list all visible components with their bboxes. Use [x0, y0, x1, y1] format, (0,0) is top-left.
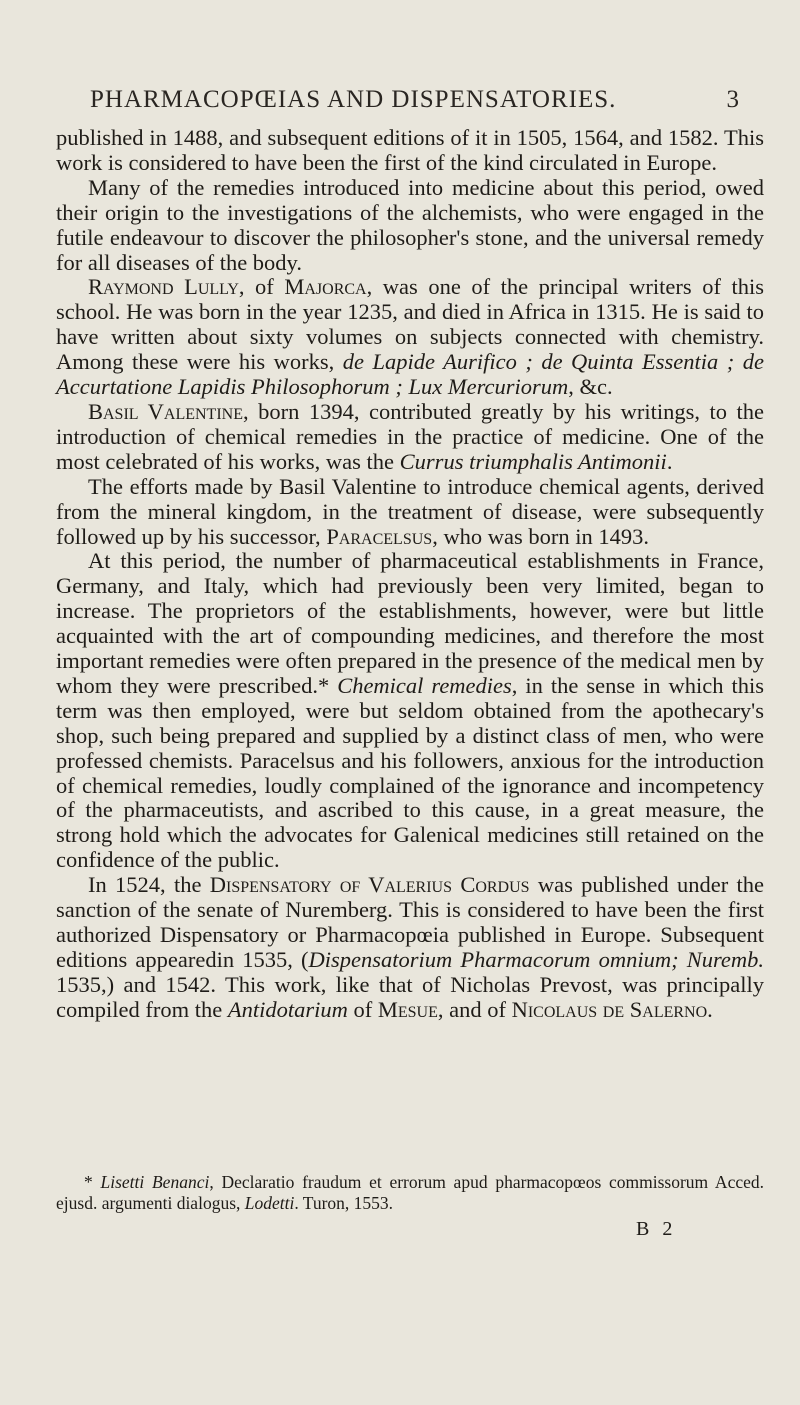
work-title-italic: Antidotarium	[227, 996, 348, 1022]
paragraph-5: The efforts made by Basil Valentine to introduce chemical agents, derived from the mineral kingdom, in the treatment of disease, were subsequently followed up by his successor, Paracelsus, who was born in 1493.	[56, 473, 764, 549]
person-name: Raymond Lully	[88, 274, 239, 300]
paragraph-3: Raymond Lully, of Majorca, was one of the principal writers of this school. He was born in the year 1235, and died in Africa in 1315. He is said to have written about sixty volumes on subjects connected with chemistry. Among these were his works, de Lapide Aurifico ; de Quinta Essentia ; de Accurtatione Lapidis Philosophorum ; Lux Mercuriorum, &c.	[56, 274, 765, 400]
footnote-author: Lodetti	[244, 1193, 295, 1213]
place-name: Majorca	[284, 274, 367, 300]
signature-mark: B 2	[636, 1218, 677, 1240]
paragraph-6: At this period, the number of pharmaceutical establishments in France, Germany, and Italy, which had previously been very limited, began to increase. The proprietors of the establishments, however, were but little acquainted with the art of compounding medicines, and therefore the most important remedies were often prepared in the presence of the medical men by whom they were prescribed.* Chemical remedies, in the sense in which this term was then employed, were but seldom obtained from the apothecary's shop, such being prepared and supplied by a distinct class of men, who were professed chemists. Paracelsus and his followers, anxious for the introduction of chemical remedies, loudly complained of the ignorance and incompetency of the pharmaceutists, and ascribed to this cause, in a great measure, the strong hold which the advocates for Galenical medicines still retained on the confidence of the public.	[56, 548, 764, 873]
page-number: 3	[726, 86, 740, 113]
running-title: PHARMACOPŒIAS AND DISPENSATORIES.	[90, 86, 617, 113]
paragraph-1: published in 1488, and subsequent editions of it in 1505, 1564, and 1582. This work is considered to have been the first of the kind circulated in Europe.	[56, 125, 764, 175]
footnote: * Lisetti Benanci, Declaratio fraudum et errorum apud pharmacopœos commissorum Acced. ejusd. argumenti dialogus, Lodetti. Turon, 1553.	[56, 1172, 764, 1213]
person-name: Basil Valentine	[88, 398, 243, 424]
person-name: Nicolaus de Salerno	[511, 996, 708, 1022]
paragraph-2: Many of the remedies introduced into medicine about this period, owed their origin to the investigations of the alchemists, who were engaged in the futile endeavour to discover the philosopher's stone, and the universal remedy for all diseases of the body.	[56, 174, 764, 275]
paragraph-4: Basil Valentine, born 1394, contributed greatly by his writings, to the introduction of chemical remedies in the practice of medicine. One of the most celebrated of his works, was the Currus triumphalis Antimonii.	[56, 398, 764, 474]
main-text	[56, 126, 764, 1023]
emphasis: Chemical remedies	[337, 672, 512, 698]
paragraph-7: In 1524, the Dispensatory of Valerius Cordus was published under the sanction of the senate of Nuremberg. This is considered to have been the first authorized Dispensatory or Pharmacopœia published in Europe. Subsequent editions appearedin 1535, (Dispensatorium Pharmacorum omnium; Nuremb. 1535,) and 1542. This work, like that of Nicholas Prevost, was principally compiled from the Antidotarium of Mesue, and of Nicolaus de Salerno.	[56, 872, 764, 1022]
footnote-marker: *	[84, 1172, 101, 1192]
work-title: Currus triumphalis Antimonii	[399, 448, 667, 474]
work-title-italic: Dispensatorium Pharmacorum omnium; Nuremb.	[308, 946, 764, 972]
work-title: Dispensatory of Valerius Cordus	[209, 872, 530, 898]
person-name: Mesue	[377, 996, 438, 1022]
running-header	[90, 86, 740, 114]
person-name: Paracelsus	[326, 523, 433, 549]
work-titles: de Lapide Aurifico ; de Quinta Essentia ; de Accurtatione Lapidis Philosophorum ; Lux Mercuriorum	[56, 349, 765, 400]
footnote-author: Lisetti Benanci	[100, 1172, 210, 1192]
